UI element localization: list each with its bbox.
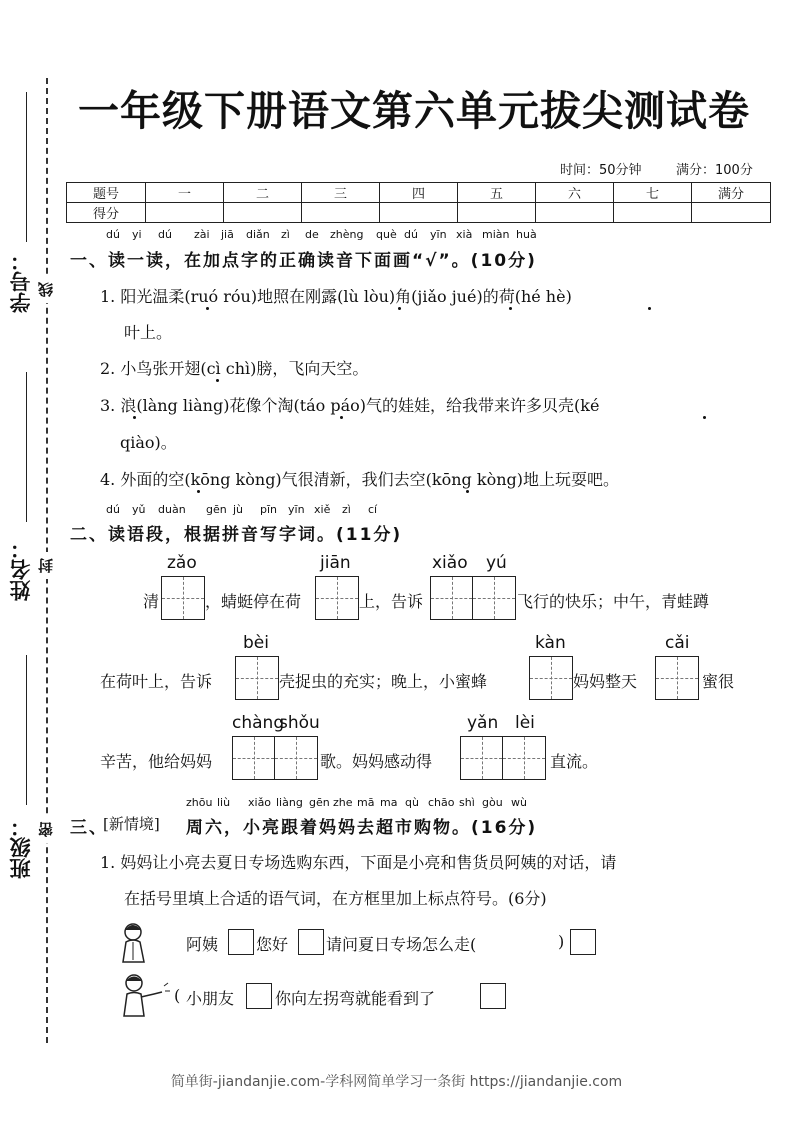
question-3-line: 3. 浪(làng liàng)花像个淘(táo páo)气的娃娃，给我带来许多贝壳(ké — [100, 396, 600, 415]
score-entry-cell[interactable] — [380, 203, 458, 223]
paragraph-text: 上，告诉 — [359, 592, 424, 611]
paragraph-text: 妈妈整天 — [573, 672, 638, 691]
section-3-heading: 周六，小亮跟着妈妈去超市购物。(16分) — [186, 818, 538, 838]
pinyin: gēn — [309, 796, 330, 809]
table-cell: 五 — [458, 183, 536, 203]
section-2-heading: 二、读语段，根据拼音写字词。(11分) — [70, 525, 403, 545]
box-pinyin: yú — [486, 553, 507, 573]
dialogue-text: 您好 — [256, 935, 289, 954]
score-entry-cell[interactable] — [224, 203, 302, 223]
pinyin: gòu — [482, 796, 503, 809]
score-table-header-row — [67, 183, 771, 203]
section-3-number: 三、 — [70, 818, 108, 838]
box-pinyin: bèi — [243, 633, 269, 653]
paragraph-text: 蜜很 — [702, 672, 735, 691]
pinyin: liàng — [276, 796, 303, 809]
pinyin: jiā — [221, 228, 234, 241]
class-underline — [26, 655, 27, 805]
class-label: 班级： — [9, 816, 33, 879]
pinyin: liù — [217, 796, 231, 809]
pinyin: de — [305, 228, 319, 241]
pinyin: wù — [511, 796, 527, 809]
seal-seal-char: 封 — [36, 552, 56, 579]
writing-grid[interactable] — [460, 736, 546, 780]
paragraph-text: ，蜻蜓停在荷 — [205, 592, 302, 611]
dialogue-text: 小朋友 — [186, 989, 235, 1008]
table-cell: 四 — [380, 183, 458, 203]
pinyin: chāo — [428, 796, 455, 809]
pinyin: qù — [405, 796, 419, 809]
pinyin: xià — [456, 228, 473, 241]
emphasis-dot — [133, 416, 136, 419]
dialogue-text: ( — [174, 986, 181, 1005]
table-cell: 二 — [224, 183, 302, 203]
pinyin: zài — [194, 228, 210, 241]
table-cell: 满分 — [692, 183, 771, 203]
pinyin: miàn — [482, 228, 510, 241]
pinyin: duàn — [158, 503, 186, 516]
writing-grid[interactable] — [655, 656, 699, 700]
table-cell: 三 — [302, 183, 380, 203]
emphasis-dot — [216, 379, 219, 382]
dialogue-text: 请问夏日专场怎么走( — [326, 935, 477, 954]
pinyin: shì — [459, 796, 475, 809]
score-entry-cell[interactable] — [458, 203, 536, 223]
paragraph-text: 辛苦，他给妈妈 — [100, 752, 213, 771]
score-entry-cell[interactable] — [614, 203, 692, 223]
pinyin: zì — [281, 228, 290, 241]
box-pinyin: xiǎo — [432, 553, 468, 573]
box-pinyin: yǎn — [467, 713, 499, 733]
punctuation-box[interactable] — [570, 929, 596, 955]
pinyin: xiǎo — [248, 796, 272, 809]
question-4: 4. 外面的空(kōng kòng)气很清新，我们去空(kōng kòng)地上玩耍吧。 — [100, 470, 619, 489]
clerk-avatar-icon — [118, 920, 150, 964]
emphasis-dot — [648, 307, 651, 310]
box-pinyin: jiān — [320, 553, 351, 573]
dialogue-text: 阿姨 — [186, 935, 219, 954]
emphasis-dot — [398, 307, 401, 310]
pinyin: yīn — [430, 228, 447, 241]
box-pinyin: shǒu — [279, 713, 320, 733]
emphasis-dot — [703, 416, 706, 419]
score-entry-cell[interactable] — [146, 203, 224, 223]
paragraph-text: 在荷叶上，告诉 — [100, 672, 213, 691]
box-pinyin: kàn — [535, 633, 566, 653]
score-entry-cell[interactable] — [536, 203, 614, 223]
pinyin: diǎn — [246, 228, 270, 241]
punctuation-box[interactable] — [228, 929, 254, 955]
punctuation-box[interactable] — [298, 929, 324, 955]
box-pinyin: lèi — [515, 713, 535, 733]
pinyin: yǔ — [132, 503, 146, 516]
emphasis-dot — [197, 490, 200, 493]
section-1-heading: 一、读一读，在加点字的正确读音下面画“√”。(10分) — [70, 251, 537, 271]
pinyin: què — [376, 228, 397, 241]
footer-watermark: 简单街-jiandanjie.com-学科网简单学习一条街 https://jiandanjie.com — [170, 1074, 623, 1090]
score-entry-cell[interactable] — [692, 203, 771, 223]
pinyin: zhèng — [330, 228, 364, 241]
name-label: 姓名： — [9, 538, 33, 601]
writing-grid[interactable] — [430, 576, 516, 620]
full-score: 满分：100分 — [676, 163, 753, 178]
emphasis-dot — [466, 490, 469, 493]
pinyin: dú — [106, 503, 120, 516]
pinyin: cí — [368, 503, 378, 516]
pinyin: ma — [380, 796, 398, 809]
paragraph-text: 清 — [143, 592, 160, 611]
pinyin: zhe — [333, 796, 353, 809]
box-pinyin: zǎo — [167, 553, 197, 573]
score-entry-cell[interactable] — [302, 203, 380, 223]
pinyin: zhōu — [186, 796, 213, 809]
pinyin: yīn — [288, 503, 305, 516]
table-cell: 一 — [146, 183, 224, 203]
pinyin: mā — [357, 796, 375, 809]
pinyin: huà — [516, 228, 537, 241]
student-no-underline — [26, 92, 27, 242]
pinyin: dú — [106, 228, 120, 241]
time-limit: 时间：50分钟 — [560, 163, 642, 178]
writing-grid[interactable] — [161, 576, 205, 620]
pinyin: zì — [342, 503, 351, 516]
box-pinyin: cǎi — [665, 633, 690, 653]
boy-avatar-icon — [118, 972, 172, 1018]
paragraph-text: 壳捉虫的充实；晚上，小蜜蜂 — [279, 672, 488, 691]
pinyin: yi — [132, 228, 142, 241]
score-table-score-row — [67, 203, 771, 223]
table-cell: 六 — [536, 183, 614, 203]
pinyin: jù — [233, 503, 244, 516]
question-1-line: 1. 阳光温柔(ruó róu)地照在刚露(lù lòu)角(jiǎo jué)的荷(hé hè) — [100, 287, 572, 306]
paragraph-text: 飞行的快乐；中午，青蛙蹲 — [517, 592, 710, 611]
writing-grid[interactable] — [315, 576, 359, 620]
new-context-tag: [新情境] — [103, 815, 160, 833]
writing-grid[interactable] — [232, 736, 318, 780]
punctuation-box[interactable] — [480, 983, 506, 1009]
pinyin: xiě — [314, 503, 331, 516]
pinyin: pīn — [260, 503, 278, 516]
emphasis-dot — [509, 307, 512, 310]
dialogue-text: ) — [558, 932, 565, 951]
emphasis-dot — [206, 307, 209, 310]
writing-grid[interactable] — [529, 656, 573, 700]
question-3-line: qiào)。 — [120, 433, 177, 452]
table-cell: 题号 — [67, 183, 146, 203]
dialogue-text: 你向左拐弯就能看到了 — [275, 989, 436, 1008]
score-table — [66, 182, 771, 223]
exam-title: 一年级下册语文第六单元拔尖测试卷 — [78, 87, 750, 135]
question-1-line: 叶上。 — [124, 323, 173, 342]
name-underline — [26, 372, 27, 522]
emphasis-dot — [340, 416, 343, 419]
pinyin: dú — [404, 228, 418, 241]
question-1-line: 1. 妈妈让小亮去夏日专场选购东西，下面是小亮和售货员阿姨的对话，请 — [100, 853, 617, 872]
seal-secret-char: 密 — [36, 816, 56, 843]
writing-grid[interactable] — [235, 656, 279, 700]
question-2: 2. 小鸟张开翅(cì chì)膀，飞向天空。 — [100, 359, 369, 378]
paragraph-text: 歌。妈妈感动得 — [320, 752, 433, 771]
table-cell: 得分 — [67, 203, 146, 223]
seal-line-char: 线 — [36, 276, 56, 303]
pinyin: gēn — [206, 503, 227, 516]
question-1-line: 在括号里填上合适的语气词，在方框里加上标点符号。(6分) — [124, 889, 547, 908]
student-no-label: 学号： — [9, 250, 33, 313]
punctuation-box[interactable] — [246, 983, 272, 1009]
paragraph-text: 直流。 — [550, 752, 599, 771]
box-pinyin: chàng — [232, 713, 285, 733]
pinyin: dú — [158, 228, 172, 241]
table-cell: 七 — [614, 183, 692, 203]
